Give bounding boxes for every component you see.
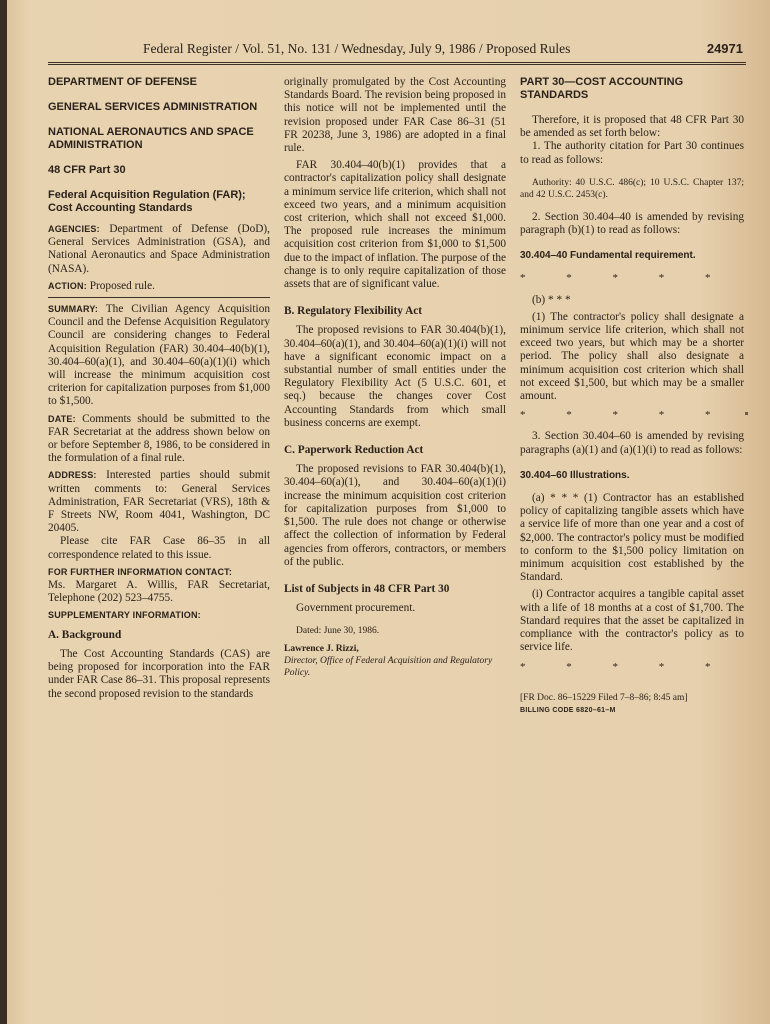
action-label: ACTION: bbox=[48, 280, 87, 291]
col3-paragraph-5: 3. Section 30.404–60 is amended by revising paragraphs (a)(1) and (a)(1)(i) to read as follows: bbox=[520, 430, 744, 456]
agency-heading-gsa: GENERAL SERVICES ADMINISTRATION bbox=[48, 101, 258, 113]
column-1 bbox=[48, 76, 270, 705]
running-header bbox=[48, 41, 748, 61]
cfr-part: 48 CFR Part 30 bbox=[48, 164, 126, 176]
agency-heading-dod: DEPARTMENT OF DEFENSE bbox=[48, 76, 197, 88]
address-block bbox=[48, 469, 270, 535]
page-number: 24971 bbox=[706, 41, 743, 56]
col3-paragraph-6: (a) * * * (1) Contractor has an established policy of capitalizing tangible assets which have a service life of more than one year and a cost of $2,000. The contractor's policy must be modified to conform to the $1,500 policy limitation on minimum acquisition cost established by the Standard. bbox=[520, 492, 744, 584]
col2-paragraph-2: FAR 30.404–40(b)(1) provides that a contractor's capitalization policy shall designate a minimum service life criterion, which shall not exceed two years, and a minimum acquisition cost criterion, which shall not exceed $1,000. The proposed rule increases the minimum acquisition cost criterion from $1,000 to $1,500 due to the impact of inflation. The purpose of the change is to only require capitalization of those assets that are of significant value. bbox=[284, 159, 506, 291]
margin-speck bbox=[745, 412, 748, 415]
action-block bbox=[48, 280, 270, 293]
col3-paragraph-2: 1. The authority citation for Part 30 continues to read as follows: bbox=[520, 140, 744, 166]
col3-paragraph-3: 2. Section 30.404–40 is amended by revising paragraph (b)(1) to read as follows: bbox=[520, 210, 744, 237]
rfa-text: The proposed revisions to FAR 30.404(b)(1), 30.404–60(a)(1), and 30.404–60(a)(1)(i) will not have a significant economic impact on a substantial number of small entities under the Regulatory Flexibility Act (5 U.S.C. 601, et seq.) because the changes cover Cost Accounting Standards from which small business concerns are exempt. bbox=[284, 324, 506, 429]
background-heading: A. Background bbox=[48, 628, 122, 641]
agencies-block bbox=[48, 223, 270, 276]
dated: Dated: June 30, 1986. bbox=[296, 626, 380, 637]
ellipsis-stars-2: * * * * * bbox=[520, 409, 730, 422]
section-heading-30-404-40: 30.404–40 Fundamental requirement. bbox=[520, 250, 696, 262]
address-note: Please cite FAR Case 86–35 in all correspondence related to this issue. bbox=[48, 535, 270, 561]
divider bbox=[48, 297, 270, 298]
contact-block bbox=[48, 566, 270, 606]
column-3 bbox=[520, 76, 744, 717]
summary-block bbox=[48, 303, 270, 409]
paragraph-b: (b) * * * bbox=[532, 293, 571, 306]
action-text: Proposed rule. bbox=[89, 279, 155, 292]
summary-text: The Civilian Agency Acquisition Council and the Defense Acquisition Regulatory Council are considering changes to Federal Acquisition Regulation (FAR) 30.404–40(b)(1), 30.404–60(a)(1), and 30.404–60(a)(1)(i) which will increase the minimum acquisition cost criterion for capitalization purposes from $1,000 to $1,500. bbox=[48, 303, 270, 408]
billing-code: BILLING CODE 6820–61–M bbox=[520, 706, 616, 714]
running-title: Federal Register / Vol. 51, No. 131 / Wednesday, July 9, 1986 / Proposed Rules bbox=[143, 41, 571, 56]
date-label: DATE: bbox=[48, 413, 76, 424]
authority-citation: Authority: 40 U.S.C. 486(c); 10 U.S.C. Chapter 137; and 42 U.S.C. 2453(c). bbox=[520, 177, 744, 200]
summary-label: SUMMARY: bbox=[48, 304, 99, 315]
agency-heading-nasa: NATIONAL AERONAUTICS AND SPACE ADMINISTRATION bbox=[48, 126, 254, 151]
contact-label: FOR FURTHER INFORMATION CONTACT: bbox=[48, 566, 233, 577]
header-rule bbox=[48, 62, 746, 65]
supplementary-label: SUPPLEMENTARY INFORMATION: bbox=[48, 610, 201, 621]
fr-doc-line: [FR Doc. 86–15229 Filed 7–8–86; 8:45 am] bbox=[520, 692, 688, 703]
subjects-heading: List of Subjects in 48 CFR Part 30 bbox=[284, 582, 450, 595]
subjects-text: Government procurement. bbox=[296, 602, 416, 615]
col3-paragraph-1: Therefore, it is proposed that 48 CFR Part 30 be amended as set forth below: bbox=[520, 114, 744, 140]
part-title: PART 30—COST ACCOUNTING STANDARDS bbox=[520, 76, 684, 101]
rfa-heading: B. Regulatory Flexibility Act bbox=[284, 305, 423, 318]
contact-text: Ms. Margaret A. Willis, FAR Secretariat, Telephone (202) 523–4755. bbox=[48, 579, 270, 605]
book-spine bbox=[0, 0, 7, 1024]
col3-paragraph-4: (1) The contractor's policy shall designate a minimum service life criterion, which shall not exceed two years, but which may be a shorter period. The policy shall also designate a minimum acquisition cost criterion which shall not exceed $1,500, but which may be a smaller amount. bbox=[520, 310, 744, 403]
col3-paragraph-7: (i) Contractor acquires a tangible capital asset with a life of 18 months at a cost of $1,700. The Standard requires that the asset be capitalized in compliance with the contractor's policy as to service life. bbox=[520, 588, 744, 654]
agencies-label: AGENCIES: bbox=[48, 224, 100, 234]
ellipsis-stars-3: * * * * * bbox=[520, 660, 730, 673]
column-2 bbox=[284, 76, 506, 679]
signer-name: Lawrence J. Rizzi, bbox=[284, 644, 359, 655]
rule-title: Federal Acquisition Regulation (FAR); Cost Accounting Standards bbox=[48, 189, 246, 214]
ellipsis-stars-1: * * * * * bbox=[520, 272, 730, 285]
col2-paragraph-1: originally promulgated by the Cost Accounting Standards Board. The revision being proposed in this notice will not be implemented until the revision proposed under FAR Case 86–31 (51 FR 20238, June 3, 1986) are adopted in a final rule. bbox=[284, 76, 506, 155]
signer-title: Director, Office of Federal Acquisition and Regulatory Policy. bbox=[284, 656, 493, 679]
date-text: Comments should be submitted to the FAR Secretariat at the address shown below on or before September 8, 1986, to be considered in the formulation of a final rule. bbox=[48, 412, 271, 465]
background-text: The Cost Accounting Standards (CAS) are being proposed for incorporation into the FAR under FAR Case 86–31. This proposal represents the second proposed revision to the standards bbox=[48, 647, 270, 700]
agencies-text: Department of Defense (DoD), General Services Administration (GSA), and National Aeronautics and Space Administration (NASA). bbox=[48, 223, 270, 275]
address-label: ADDRESS: bbox=[48, 470, 97, 481]
date-block bbox=[48, 413, 270, 466]
section-heading-30-404-60: 30.404–60 Illustrations. bbox=[520, 469, 630, 481]
pra-heading: C. Paperwork Reduction Act bbox=[284, 444, 424, 457]
address-text: Interested parties should submit written comments to: General Services Administration, FAR Secretariat (VRS), 18th & F Streets NW, Room 4041, Washington, DC 20405. bbox=[48, 469, 270, 535]
pra-text: The proposed revisions to FAR 30.404(b)(1), 30.404–60(a)(1), and 30.404–60(a)(1)(i) increase the minimum acquisition cost criterion for capitalization purposes from $1,000 to $1,500. The rule does not change or otherwise affect the collection of information by Federal agencies from offerors, contractors, or members of the public. bbox=[284, 463, 506, 568]
